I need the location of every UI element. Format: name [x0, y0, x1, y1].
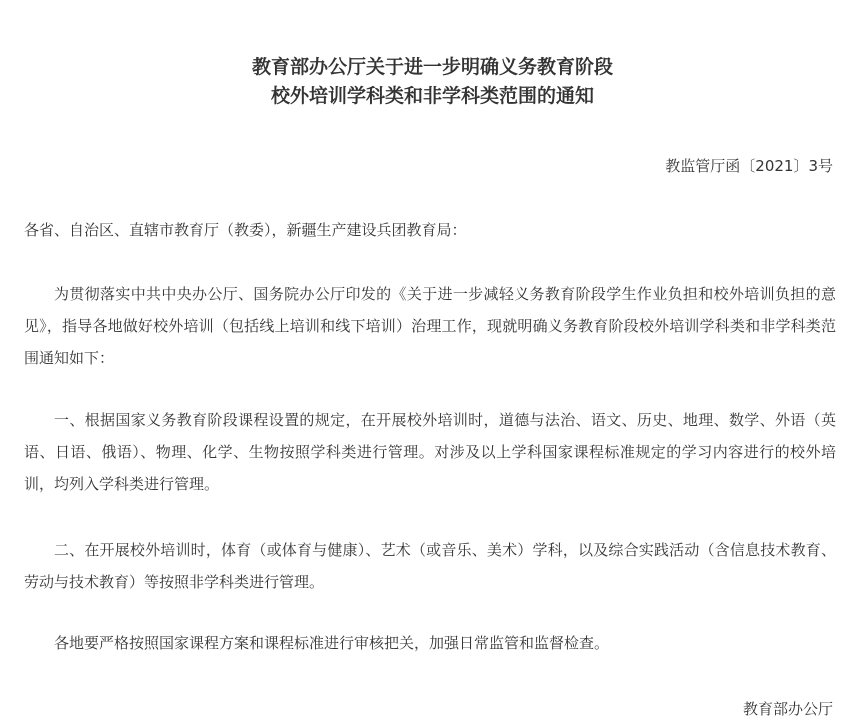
document-title-line-1: 教育部办公厅关于进一步明确义务教育阶段: [251, 56, 613, 78]
document-title-line-2: 校外培训学科类和非学科类范围的通知: [270, 85, 594, 107]
paragraph-non-academic-subjects: 二、在开展校外培训时，体育（或体育与健康）、艺术（或音乐、美术）学科，以及综合实践活动（含信息技术教育、劳动与技术教育）等按照非学科类进行管理。: [24, 541, 836, 591]
paragraph-intro: 为贯彻落实中共中央办公厅、国务院办公厅印发的《关于进一步减轻义务教育阶段学生作业负担和校外培训负担的意见》，指导各地做好校外培训（包括线上培训和线下培训）治理工作，现就明确义务教育阶段校外培训学科类和非学科类范围通知如下：: [24, 285, 836, 367]
salutation: 各省、自治区、直辖市教育厅（教委），新疆生产建设兵团教育局：: [24, 221, 467, 239]
issuer-signature: 教育部办公厅: [742, 700, 833, 718]
document-number: 教监管厅函〔2021〕3号: [665, 157, 833, 175]
paragraph-supervision: 各地要严格按照国家课程方案和课程标准进行审核把关，加强日常监管和监督检查。: [54, 634, 610, 652]
paragraph-academic-subjects: 一、根据国家义务教育阶段课程设置的规定，在开展校外培训时，道德与法治、语文、历史、地理、数学、外语（英语、日语、俄语）、物理、化学、生物按照学科类进行管理。对涉及以上学科国家课程标准规定的学习内容进行的校外培训，均列入学科类进行管理。: [24, 411, 836, 493]
